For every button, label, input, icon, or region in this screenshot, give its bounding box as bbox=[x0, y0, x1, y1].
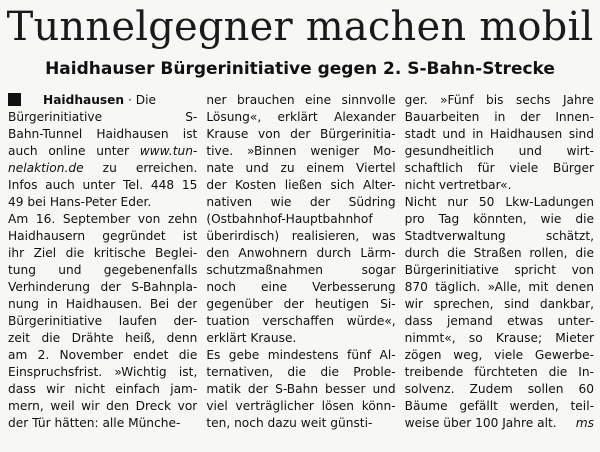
text-line: mern, weil wir den Dreck vor bbox=[8, 399, 198, 413]
text-line: pro Tag könnten, wie die bbox=[404, 212, 594, 226]
text-line: Bürgerinitiative S- bbox=[8, 110, 198, 124]
author-initials: ms bbox=[575, 416, 594, 430]
text-line: Einspruchsfrist. »Wichtig ist, bbox=[8, 365, 198, 379]
text-line: (Ostbahnhof-Hauptbahnhof bbox=[206, 212, 373, 226]
text-line: solvenz. Zudem sollen 60 bbox=[404, 382, 594, 396]
text-line: gesundheitlich und wirt- bbox=[404, 144, 594, 158]
text-line: schutzmaßnahmen sogar bbox=[206, 263, 396, 277]
text-line: weise über 100 Jahre alt. ms bbox=[404, 416, 594, 430]
text-line: ger. »Fünf bis sechs Jahre bbox=[404, 93, 594, 107]
lead-line bbox=[8, 92, 197, 109]
text-line: Haidhausern gegründet ist bbox=[8, 229, 198, 243]
text-line: wir sprechen, sind dankbar, bbox=[404, 297, 594, 311]
text-line: stadt und in Haidhausen sind bbox=[404, 127, 594, 141]
text-line: viel verträglicher lösen könn- bbox=[206, 399, 396, 413]
text-line: ten, noch dazu weit günsti- bbox=[206, 416, 373, 430]
text-line: Infos auch unter Tel. 448 15 bbox=[8, 178, 198, 192]
column-2 bbox=[206, 92, 395, 448]
article-body bbox=[8, 92, 594, 448]
text-line: der Kosten ließen sich Alter- bbox=[206, 178, 396, 192]
text-line: Verhinderung der S-Bahnpla- bbox=[8, 280, 198, 294]
text-line: tive. »Binnen weniger Mo- bbox=[206, 144, 396, 158]
subheadline: Haidhauser Bürgerinitiative gegen 2. S-Bahn-Strecke bbox=[45, 59, 555, 79]
text-line: Bürgerinitiative spricht von bbox=[404, 263, 594, 277]
text-line: 870 täglich. »Alle, mit denen bbox=[404, 280, 594, 294]
text-line: treibende fürchteten die In- bbox=[404, 365, 594, 379]
text-line: überirdisch) realisieren, was bbox=[206, 229, 396, 243]
text-line: noch eine Verbesserung bbox=[206, 280, 396, 294]
text-line: matik der S-Bahn besser und bbox=[206, 382, 396, 396]
text-line: am 2. November endet die bbox=[8, 348, 198, 362]
text-line: Am 16. September von zehn bbox=[8, 212, 198, 226]
text-line: schaftlich für viele Bürger bbox=[404, 161, 594, 175]
text-line: tung und gegebenenfalls bbox=[8, 263, 198, 277]
lead-place: Haidhausen bbox=[43, 93, 125, 107]
text-line: gegenüber der heutigen Si- bbox=[206, 297, 396, 311]
headline: Tunnelgegner machen mobil bbox=[6, 4, 594, 50]
text-line: ihr Ziel die kritische Beglei- bbox=[8, 246, 198, 260]
text-line: Bauarbeiten in der Innen- bbox=[404, 110, 594, 124]
text-line: nelaktion.de zu erreichen. bbox=[8, 161, 198, 175]
text-line: ner brauchen eine sinnvolle bbox=[206, 93, 396, 107]
column-3-lines bbox=[405, 92, 594, 432]
text-line: ternativen, die die Proble- bbox=[206, 365, 396, 379]
column-2-lines bbox=[206, 92, 395, 432]
text-line: Es gebe mindestens fünf Al- bbox=[206, 348, 396, 362]
text-line: Bahn-Tunnel Haidhausen ist bbox=[8, 127, 198, 141]
text-line: 49 bei Hans-Peter Eder. bbox=[8, 195, 152, 209]
column-1-lines bbox=[8, 109, 197, 432]
text-line: nicht vertretbar«. bbox=[404, 178, 512, 192]
text-line: nung in Haidhausen. Bei der bbox=[8, 297, 198, 311]
text-line: nativen wie der Südring bbox=[206, 195, 396, 209]
black-square-icon bbox=[8, 93, 21, 106]
text-line: Bäume gefällt werden, teil- bbox=[404, 399, 594, 413]
text-line: Stadtverwaltung schätzt, bbox=[404, 229, 594, 243]
text-line: Bürgerinitiative laufen der- bbox=[8, 314, 198, 328]
text-line: den Anwohnern durch Lärm- bbox=[206, 246, 396, 260]
text-line: auch online unter www.tun- bbox=[8, 144, 198, 158]
text-line: nate und zu einem Viertel bbox=[206, 161, 396, 175]
text-line: tuation verschaffen würde«, bbox=[206, 314, 396, 328]
text-line: nimmt«, so Krause; Mieter bbox=[404, 331, 594, 345]
column-3 bbox=[405, 92, 594, 448]
text-line: zeit die Drähte heiß, denn bbox=[8, 331, 198, 345]
text-line: Nicht nur 50 Lkw-Ladungen bbox=[404, 195, 594, 209]
lead-separator: · Die bbox=[124, 93, 157, 107]
text-line: zögen weg, viele Gewerbe- bbox=[404, 348, 594, 362]
text-line: Lösung«, erklärt Alexander bbox=[206, 110, 396, 124]
text-line: Krause von der Bürgerinitia- bbox=[206, 127, 396, 141]
text-line: dass wir nicht einfach jam- bbox=[8, 382, 198, 396]
text-line: durch die Straßen rollen, die bbox=[404, 246, 594, 260]
text-line: erklärt Krause. bbox=[206, 331, 297, 345]
text-line: der Tür hätten: alle Münche- bbox=[8, 416, 181, 430]
column-1 bbox=[8, 92, 197, 448]
text-line: dass jemand etwas unter- bbox=[404, 314, 594, 328]
